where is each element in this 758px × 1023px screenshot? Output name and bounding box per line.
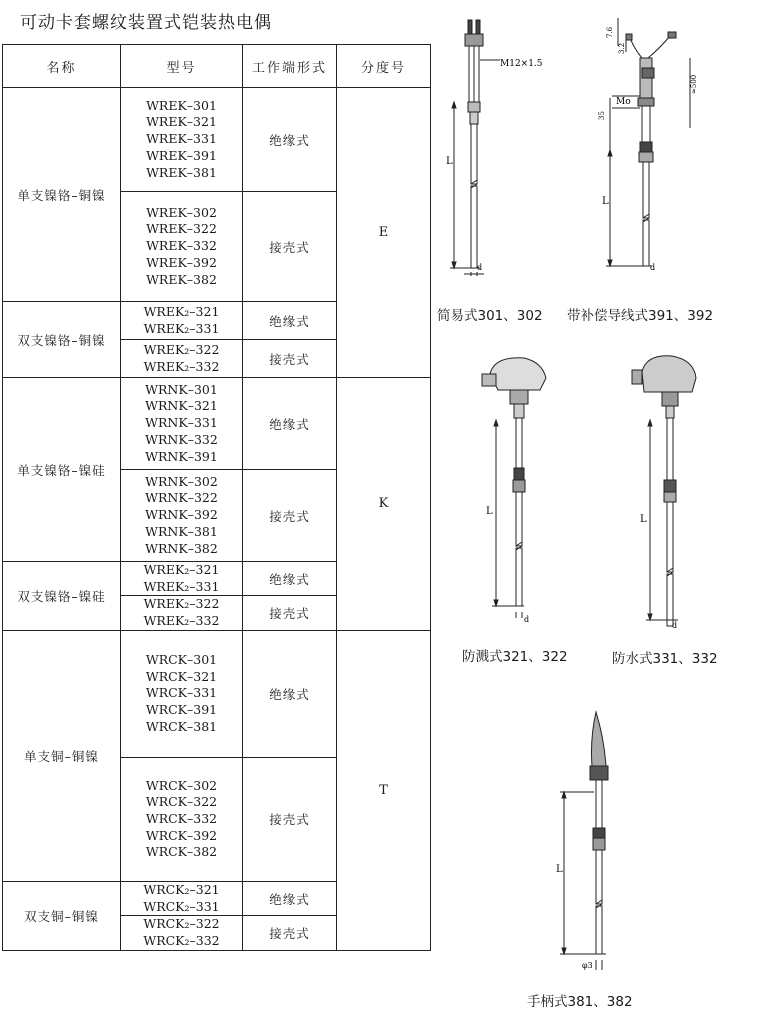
cell-name: 双支镍铬–铜镍 [3,302,121,378]
model-code: WRNK–391 [145,448,218,464]
simple-length-label: L [446,156,453,167]
header-model: 型号 [121,45,243,88]
model-code: WREK–332 [146,238,217,254]
splash-dia-label: d [524,615,530,624]
model-code: WRNK–331 [145,415,218,431]
model-code: WRNK–381 [145,523,218,539]
model-code: WREK–392 [146,254,217,270]
handle-length-label: L [556,864,563,875]
simple-type-caption: 简易式301、302 [437,308,543,324]
comp-dim1-label: 7.6 [606,26,614,38]
model-code: WREK–321 [146,114,217,130]
cell-junction-type: 接壳式 [243,916,337,950]
model-code: WREK₂–321 [143,562,220,577]
waterproof-length-label: L [640,514,647,525]
cell-junction-type: 绝缘式 [243,88,337,192]
cell-graduation: K [337,378,431,631]
table-row [3,88,431,192]
model-code: WREK–381 [146,164,217,180]
cell-name: 单支铜–铜镍 [3,630,121,881]
model-code: WRCK–322 [145,794,218,810]
model-code: WREK₂–322 [143,341,220,357]
waterproof-type-figure [626,350,726,640]
model-code: WRCK–302 [145,777,218,793]
page-title: 可动卡套螺纹装置式铠装热电偶 [20,13,272,33]
comp-dim4-label: 35 [598,111,606,120]
model-code: WRNK–322 [145,490,218,506]
thermocouple-spec-table [2,44,431,951]
cell-models [121,596,243,630]
simple-dia-label: d [477,263,483,272]
cell-junction-type: 绝缘式 [243,302,337,340]
model-code: WREK₂–331 [143,320,220,336]
cell-junction-type: 绝缘式 [243,378,337,470]
cell-models [121,562,243,596]
handle-type-caption: 手柄式381、382 [527,994,633,1010]
model-code: WRCK₂–331 [143,898,220,914]
model-code: WRCK–381 [145,718,218,734]
model-code: WRCK–382 [145,844,218,860]
cell-junction-type: 接壳式 [243,596,337,630]
model-code: WREK–322 [146,221,217,237]
cell-name: 双支镍铬–镍硅 [3,562,121,631]
cell-models [121,378,243,470]
model-code: WREK–391 [146,147,217,163]
model-code: WRNK–301 [145,381,218,397]
handle-type-figure [540,708,640,988]
splash-type-caption: 防溅式321、322 [462,649,568,665]
model-code: WREK₂–322 [143,596,220,612]
cell-junction-type: 接壳式 [243,340,337,378]
table-row [3,630,431,757]
cell-junction-type: 接壳式 [243,757,337,881]
handle-dia-label: φ3 [582,961,593,970]
splash-length-label: L [486,506,493,517]
model-code: WRNK–321 [145,398,218,414]
waterproof-type-caption: 防水式331、332 [612,651,718,667]
model-code: WRCK–301 [145,652,218,668]
model-code: WRNK–392 [145,507,218,523]
cell-junction-type: 绝缘式 [243,562,337,596]
cell-models [121,630,243,757]
model-code: WREK–382 [146,271,217,287]
comp-dim3-label: ≈500 [690,74,698,94]
comp-mo-label: Mo [616,97,631,107]
model-code: WREK–331 [146,131,217,147]
cell-models [121,916,243,950]
model-code: WREK₂–321 [143,303,220,319]
comp-length-label: L [602,196,609,207]
cell-models [121,88,243,192]
header-name: 名称 [3,45,121,88]
model-code: WREK₂–331 [143,578,220,594]
cell-models [121,192,243,302]
model-code: WRNK–302 [145,473,218,489]
model-code: WRCK₂–322 [143,916,220,932]
comp-dim2-label: 3.2 [618,42,626,54]
cell-models [121,470,243,562]
model-code: WRCK–331 [145,685,218,701]
simple-type-figure [440,14,550,280]
cell-junction-type: 接壳式 [243,470,337,562]
cell-graduation: E [337,88,431,378]
model-code: WRNK–332 [145,431,218,447]
model-code: WRCK–391 [145,702,218,718]
model-code: WRNK–382 [145,540,218,556]
cell-models [121,757,243,881]
waterproof-dia-label: d [672,621,678,630]
cell-junction-type: 接壳式 [243,192,337,302]
table-row [3,378,431,470]
cell-models [121,302,243,340]
cell-name: 单支镍铬–铜镍 [3,88,121,302]
cell-junction-type: 绝缘式 [243,630,337,757]
header-junction-type: 工作端形式 [243,45,337,88]
cell-models [121,881,243,915]
compensating-type-caption: 带补偿导线式391、392 [567,308,714,324]
cell-graduation: T [337,630,431,950]
model-code: WRCK–332 [145,810,218,826]
comp-dia-label: d [650,263,656,272]
model-code: WREK₂–332 [143,613,220,629]
cell-name: 双支铜–铜镍 [3,881,121,950]
model-code: WRCK–392 [145,827,218,843]
model-code: WRCK₂–332 [143,932,220,948]
model-code: WRCK–321 [145,668,218,684]
cell-junction-type: 绝缘式 [243,881,337,915]
cell-models [121,340,243,378]
cell-name: 单支镍铬–镍硅 [3,378,121,562]
compensating-type-figure [590,8,720,288]
model-code: WREK–301 [146,97,217,113]
header-graduation: 分度号 [337,45,431,88]
splash-type-figure [476,350,576,630]
model-code: WREK₂–332 [143,358,220,374]
model-code: WRCK₂–321 [143,881,220,897]
model-code: WREK–302 [146,204,217,220]
simple-thread-label: M12×1.5 [500,59,543,69]
